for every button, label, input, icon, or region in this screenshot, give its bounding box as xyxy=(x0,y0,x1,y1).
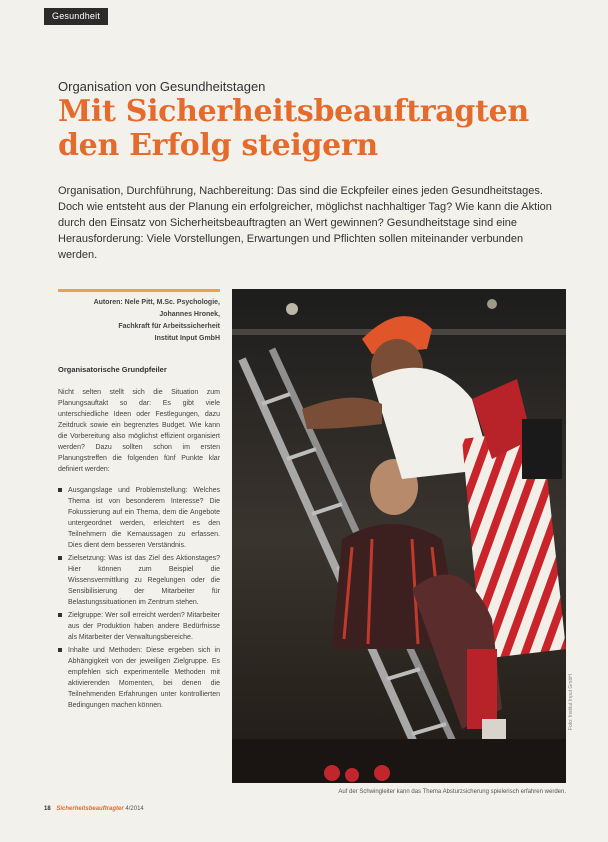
bullet-item: Zielsetzung: Was ist das Ziel des Aktionstages? Hier können zum Beispiel die Wissensvermittlung zu Regelungen oder die Sensibilisierung der Mitarbeiter für Belastungssituationen im Zentrum stehen. xyxy=(58,553,220,608)
body-column xyxy=(58,364,220,713)
kicker: Organisation von Gesundheitstagen xyxy=(58,79,266,94)
author-line: Institut Input GmbH xyxy=(154,335,220,342)
headline xyxy=(58,95,558,163)
section-heading: Organisatorische Grundpfeiler xyxy=(58,365,167,374)
author-line: Fachkraft für Arbeitssicherheit xyxy=(118,323,220,330)
author-rule xyxy=(58,289,220,292)
article-photo xyxy=(232,289,566,783)
section-tag: Gesundheit xyxy=(44,8,108,25)
author-line: Johannes Hronek, xyxy=(159,311,220,318)
lead-paragraph: Organisation, Durchführung, Nachbereitung: Das sind die Eckpfeiler eines jeden Gesundheitstages. Doch wie entsteht aus der Planung ein erfolgreicher, möglichst nachhaltiger Tag? Wie kann die Aktion durch den Einsatz von Sicherheitsbeauftragten an Wert gewinnen? Gesundheitstage sind eine Herausforderung: Viele Vorstellungen, Erwartungen und Pflichten sollen miteinander verbunden werden. xyxy=(58,185,552,261)
bullet-item: Zielgruppe: Wer soll erreicht werden? Mitarbeiter aus der Produktion haben andere Bedürfnisse als Mitarbeiter der Verwaltungsbereiche. xyxy=(58,610,220,643)
headline-line-2: den Erfolg steigern xyxy=(58,128,378,163)
author-box xyxy=(58,297,220,345)
issue-number: 4/2014 xyxy=(125,806,144,812)
intro-paragraph: Nicht selten stellt sich die Situation zum Planungsauftakt so dar: Es gibt viele unterschiedliche Ideen oder Festlegungen, dazu Zeitdruck sowie ein begrenztes Budget. Wie kann die Vorbereitung also möglichst effizient organisiert werden? Dazu sollten schon im ersten Planungstreffen die folgenden fünf Punkte klar definiert werden: xyxy=(58,389,220,473)
page-footer xyxy=(44,806,144,812)
headline-line-1: Mit Sicherheitsbeauftragten xyxy=(58,94,529,129)
photo-credit: Foto: Institut Input GmbH xyxy=(568,674,574,730)
bullet-item: Ausgangslage und Problemstellung: Welches Thema ist von besonderem Interesse? Die Fokussierung auf ein Thema, dem die Angebote untergeordnet werden, erleichtert es den Teilnehmern die Kernaussagen zu erfassen. Dies dient dem besseren Verständnis. xyxy=(58,485,220,551)
photo-illustration xyxy=(232,289,566,783)
bullet-item: Inhalte und Methoden: Diese ergeben sich in Abhängigkeit von der jeweiligen Zielgruppe. Es empfehlen sich experimentelle Methoden mit aktivierenden Momenten, bei denen die Teilnehmenden Erfahrungen unter kontrollierten Bedingungen machen können. xyxy=(58,645,220,711)
magazine-name: Sicherheitsbeauftragter xyxy=(56,806,124,812)
author-line: Autoren: Nele Pitt, M.Sc. Psychologie, xyxy=(93,299,220,306)
page-number: 18 xyxy=(44,806,51,812)
bullet-list xyxy=(58,485,220,711)
photo-caption: Auf der Schwingleiter kann das Thema Absturzsicherung spielerisch erfahren werden. xyxy=(338,789,566,795)
